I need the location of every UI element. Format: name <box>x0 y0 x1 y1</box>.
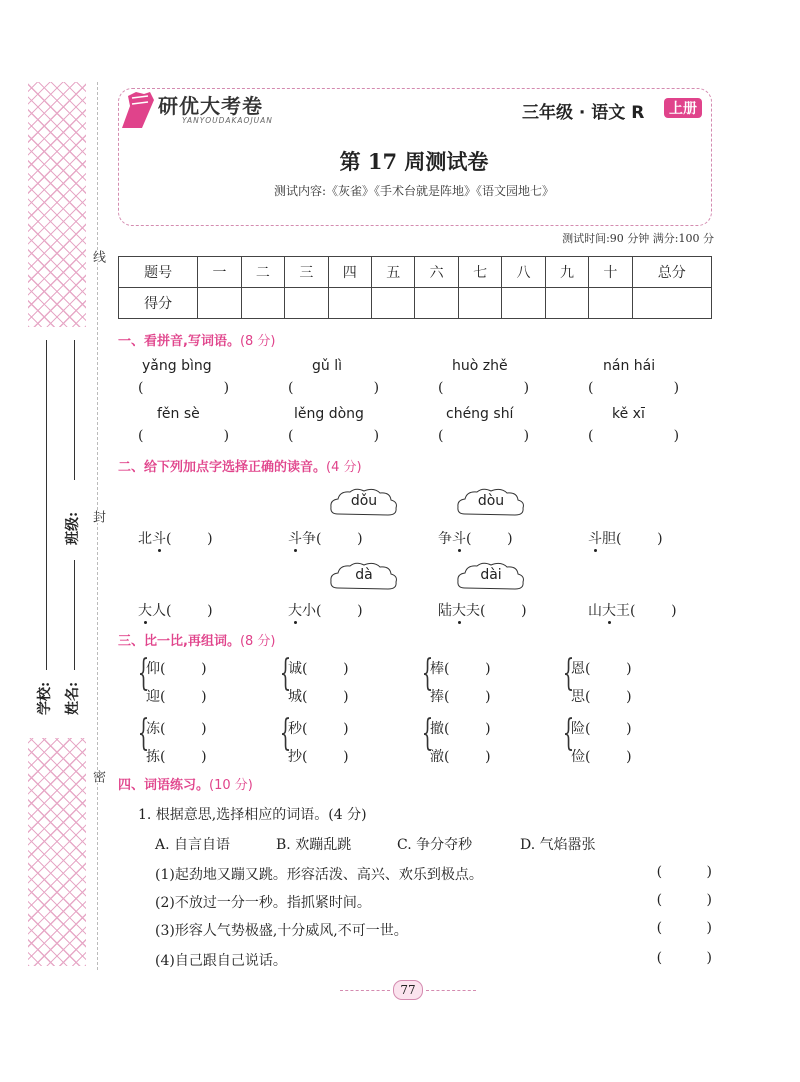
score-cell[interactable] <box>545 288 588 319</box>
pair-item[interactable]: 俭( ) <box>571 749 632 765</box>
brace-icon: { <box>137 713 150 754</box>
score-cell[interactable] <box>198 288 241 319</box>
pinyin: kě xī <box>612 406 645 422</box>
footer-rule-left <box>340 990 390 991</box>
dotted-char: 大 <box>452 603 466 619</box>
score-cell[interactable] <box>632 288 711 319</box>
pair-item[interactable]: 思( ) <box>571 689 632 705</box>
header-cell: 题号 <box>119 257 198 288</box>
section-1-title <box>118 330 276 349</box>
pair-item[interactable]: 澈( ) <box>430 749 491 765</box>
time-info: 测试时间:90 分钟 满分:100 分 <box>562 232 714 245</box>
char: 山 <box>588 603 602 619</box>
brand-name: 研优大考卷 <box>158 94 263 118</box>
option-b: B. 欢蹦乱跳 <box>276 837 352 853</box>
pair-item[interactable]: 抄( ) <box>288 749 349 765</box>
score-table <box>118 256 712 319</box>
score-cell[interactable] <box>371 288 414 319</box>
score-cell[interactable] <box>589 288 632 319</box>
margin-pattern-top <box>28 82 86 327</box>
section-3-heading: 三、比一比,再组词。 <box>118 634 240 649</box>
pair-item[interactable]: 冻( ) <box>146 721 207 737</box>
pair-item[interactable]: 拣( ) <box>146 749 207 765</box>
section-2-points: (4 分) <box>326 460 362 475</box>
answer-blank[interactable]: ( ) <box>656 920 712 936</box>
brace-icon: { <box>562 653 575 694</box>
header-cell: 六 <box>415 257 458 288</box>
page-footer <box>340 980 476 1000</box>
pair-item[interactable]: 捧( ) <box>430 689 491 705</box>
section-2-title <box>118 456 362 475</box>
blank: 胆( ) <box>602 531 663 547</box>
section-1-heading: 一、看拼音,写词语。 <box>118 334 240 349</box>
header-cell: 二 <box>241 257 284 288</box>
blank: ( ) <box>166 531 213 547</box>
pinyin: nán hái <box>603 358 656 374</box>
reading-item[interactable] <box>288 600 363 620</box>
dotted-char: 斗 <box>152 531 166 547</box>
pair-item[interactable]: 撤( ) <box>430 721 491 737</box>
reading-item[interactable] <box>588 600 677 620</box>
blank: 争( ) <box>302 531 363 547</box>
score-cell[interactable] <box>328 288 371 319</box>
brace-icon: { <box>421 713 434 754</box>
test-scope: 测试内容:《灰雀》《手术台就是阵地》《语文园地七》 <box>273 184 555 198</box>
dotted-char: 斗 <box>588 531 602 547</box>
answer-blank[interactable]: ( ) <box>288 428 380 444</box>
blank: ( ) <box>466 531 513 547</box>
pinyin: fěn sè <box>157 406 200 422</box>
section-4-title <box>118 774 253 793</box>
brace-icon: { <box>279 653 292 694</box>
margin-mark-feng: 封 <box>90 510 105 523</box>
school-field[interactable] <box>46 340 47 670</box>
char: 北 <box>138 531 152 547</box>
question-item: (1)起劲地又蹦又跳。形容活泼、高兴、欢乐到极点。 <box>155 867 483 883</box>
brace-icon: { <box>137 653 150 694</box>
cloud-option[interactable] <box>328 560 400 594</box>
score-cell[interactable] <box>241 288 284 319</box>
answer-blank[interactable]: ( ) <box>656 864 712 880</box>
dotted-char: 大 <box>288 603 302 619</box>
header-cell: 总分 <box>632 257 711 288</box>
header-cell: 五 <box>371 257 414 288</box>
reading-item[interactable] <box>288 528 363 548</box>
cloud-label: dài <box>480 567 502 583</box>
pinyin: chéng shí <box>446 406 514 422</box>
score-row-label: 得分 <box>119 288 198 319</box>
answer-blank[interactable]: ( ) <box>438 380 530 396</box>
cloud-label: dǒu <box>350 493 378 509</box>
cloud-option[interactable] <box>455 486 527 520</box>
header-cell: 七 <box>458 257 501 288</box>
answer-blank[interactable]: ( ) <box>588 428 680 444</box>
question-item: (4)自己跟自己说话。 <box>155 953 287 969</box>
header-cell: 八 <box>502 257 545 288</box>
school-label: 学校: <box>37 681 53 715</box>
cloud-option[interactable] <box>455 560 527 594</box>
pair-item[interactable]: 险( ) <box>571 721 632 737</box>
brand-subname: YANYOUDAKAOJUAN <box>182 116 273 125</box>
blank: 王( ) <box>616 603 677 619</box>
pinyin: lěng dòng <box>294 406 364 422</box>
reading-item[interactable] <box>138 600 213 620</box>
blank: 夫( ) <box>466 603 527 619</box>
brand-logo <box>118 88 283 132</box>
grade-subject: 三年级 · 语文 R <box>522 103 645 123</box>
score-cell[interactable] <box>285 288 328 319</box>
answer-blank[interactable]: ( ) <box>588 380 680 396</box>
pinyin: gǔ lì <box>312 358 342 374</box>
answer-blank[interactable]: ( ) <box>138 380 230 396</box>
dotted-char: 大 <box>138 603 152 619</box>
header-cell: 九 <box>545 257 588 288</box>
pair-item[interactable]: 仰( ) <box>146 661 207 677</box>
margin-pattern-bottom <box>28 738 86 966</box>
option-a: A. 自言自语 <box>155 837 231 853</box>
section-1-points: (8 分) <box>239 334 276 349</box>
pair-item[interactable]: 棒( ) <box>430 661 491 677</box>
option-d: D. 气焰嚣张 <box>520 837 596 853</box>
section-2-heading: 二、给下列加点字选择正确的读音。 <box>118 460 327 475</box>
volume-badge: 上册 <box>664 98 702 118</box>
answer-blank[interactable]: ( ) <box>438 428 530 444</box>
pair-item[interactable]: 城( ) <box>288 689 349 705</box>
cloud-option[interactable] <box>328 486 400 520</box>
class-label: 班级: <box>65 511 81 545</box>
fold-line <box>97 82 98 970</box>
question-item: (2)不放过一分一秒。指抓紧时间。 <box>155 895 371 911</box>
pair-item[interactable]: 秒( ) <box>288 721 349 737</box>
blank: 小( ) <box>302 603 363 619</box>
dotted-char: 斗 <box>288 531 302 547</box>
footer-rule-right <box>426 990 476 991</box>
answer-blank[interactable]: ( ) <box>656 892 712 908</box>
pair-item[interactable]: 恩( ) <box>571 661 632 677</box>
answer-blank[interactable]: ( ) <box>138 428 230 444</box>
margin-mark-xian: 线 <box>90 250 105 263</box>
class-field[interactable] <box>74 340 75 480</box>
reading-item[interactable] <box>138 528 213 548</box>
cloud-label: dà <box>355 567 373 583</box>
fist-icon <box>118 88 158 132</box>
dotted-char: 斗 <box>452 531 466 547</box>
margin-mark-mi: 密 <box>90 770 105 783</box>
blank: 人( ) <box>152 603 213 619</box>
score-table-header-row <box>119 257 712 288</box>
name-field[interactable] <box>74 560 75 670</box>
answer-blank[interactable]: ( ) <box>288 380 380 396</box>
reading-item[interactable] <box>438 600 527 620</box>
pair-item[interactable]: 诚( ) <box>288 661 349 677</box>
char: 争 <box>438 531 452 547</box>
pair-item[interactable]: 迎( ) <box>146 689 207 705</box>
brace-icon: { <box>421 653 434 694</box>
cloud-label: dòu <box>477 493 505 509</box>
page-number: 77 <box>393 980 423 1000</box>
header-cell: 四 <box>328 257 371 288</box>
header-cell: 十 <box>589 257 632 288</box>
pinyin: yǎng bìng <box>142 358 212 374</box>
page-title: 第 17 周测试卷 <box>339 149 489 174</box>
brace-icon: { <box>279 713 292 754</box>
header-cell: 一 <box>198 257 241 288</box>
dotted-char: 大 <box>602 603 616 619</box>
reading-item[interactable] <box>588 528 663 548</box>
score-cell[interactable] <box>458 288 501 319</box>
score-cell[interactable] <box>415 288 458 319</box>
header-cell: 三 <box>285 257 328 288</box>
name-label: 姓名: <box>65 681 81 715</box>
section-4-points: (10 分) <box>209 778 253 793</box>
score-cell[interactable] <box>502 288 545 319</box>
subquestion-1: 1. 根据意思,选择相应的词语。(4 分) <box>138 807 367 823</box>
pinyin: huò zhě <box>452 358 508 374</box>
section-3-title <box>118 630 276 649</box>
score-table-score-row <box>119 288 712 319</box>
brace-icon: { <box>562 713 575 754</box>
section-4-heading: 四、词语练习。 <box>118 778 210 793</box>
char: 陆 <box>438 603 452 619</box>
question-item: (3)形容人气势极盛,十分威风,不可一世。 <box>155 923 408 939</box>
answer-blank[interactable]: ( ) <box>656 950 712 966</box>
option-c: C. 争分夺秒 <box>397 837 473 853</box>
reading-item[interactable] <box>438 528 513 548</box>
section-3-points: (8 分) <box>239 634 276 649</box>
